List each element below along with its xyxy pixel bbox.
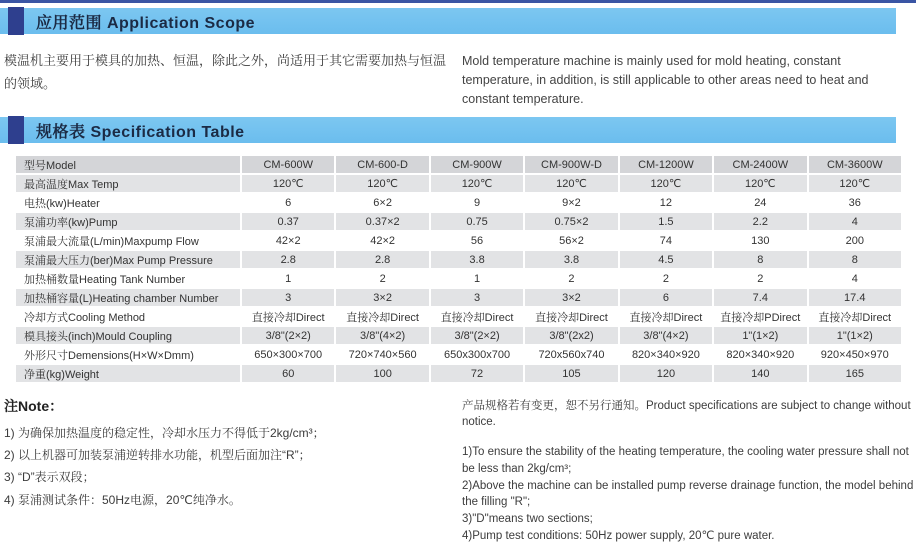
spec-value-cell: 3 <box>431 289 523 306</box>
model-name-cell: CM-1200W <box>620 156 712 173</box>
note-line-en: 3)"D"means two sections; <box>462 512 593 525</box>
spec-value-cell: 2.8 <box>242 251 334 268</box>
spec-value-cell: 0.37 <box>242 213 334 230</box>
spec-value-cell: 直接冷却Direct <box>431 308 523 325</box>
spec-value-cell: 56×2 <box>525 232 617 249</box>
spec-value-cell: 3.8 <box>525 251 617 268</box>
spec-value-cell: 650x300x700 <box>431 346 523 363</box>
spec-label-cell: 加热桶数量Heating Tank Number <box>16 270 240 287</box>
spec-value-cell: 720×740×560 <box>336 346 428 363</box>
change-notice: 产品规格若有变更，恕不另行通知。Product specifications are subject to change without notice. <box>462 400 911 429</box>
spec-value-cell: 120 <box>620 365 712 382</box>
spec-value-cell: 1"(1×2) <box>809 327 901 344</box>
spec-value-cell: 3/8"(4×2) <box>620 327 712 344</box>
spec-value-cell: 9×2 <box>525 194 617 211</box>
model-name-cell: CM-600-D <box>336 156 428 173</box>
spec-value-cell: 1.5 <box>620 213 712 230</box>
spec-value-cell: 4.5 <box>620 251 712 268</box>
spec-value-cell: 120℃ <box>714 175 806 192</box>
spec-label-cell: 加热桶容量(L)Heating chamber Number <box>16 289 240 306</box>
application-scope-text-cn: 模温机主要用于模具的加热、恒温，除此之外，尚适用于其它需要加热与恒温的领域。 <box>4 53 447 91</box>
spec-value-cell: 24 <box>714 194 806 211</box>
notes-heading: 注Note： <box>4 398 64 414</box>
spec-value-cell: 130 <box>714 232 806 249</box>
spec-label-cell: 泵浦最大压力(ber)Max Pump Pressure <box>16 251 240 268</box>
spec-value-cell: 0.75×2 <box>525 213 617 230</box>
spec-value-cell: 920×450×970 <box>809 346 901 363</box>
spec-value-cell: 60 <box>242 365 334 382</box>
note-line-cn: 1) 为确保加热温度的稳定性，冷却水压力不得低于2kg/cm³； <box>4 426 325 440</box>
spec-value-cell: 直接冷却PDirect <box>714 308 806 325</box>
spec-value-cell: 650×300×700 <box>242 346 334 363</box>
spec-label-cell: 模具接头(inch)Mould Coupling <box>16 327 240 344</box>
spec-row <box>16 213 901 230</box>
spec-value-cell: 9 <box>431 194 523 211</box>
spec-value-cell: 直接冷却Direct <box>525 308 617 325</box>
note-line-cn: 2) 以上机器可加装泵浦逆转排水功能，机型后面加注“R”； <box>4 448 311 463</box>
spec-value-cell: 140 <box>714 365 806 382</box>
spec-value-cell: 8 <box>809 251 901 268</box>
spec-value-cell: 2 <box>336 270 428 287</box>
model-name-cell: CM-3600W <box>809 156 901 173</box>
table-header-row <box>16 156 901 173</box>
spec-value-cell: 120℃ <box>431 175 523 192</box>
spec-row <box>16 270 901 287</box>
specification-table-header <box>0 117 896 143</box>
spec-value-cell: 4 <box>809 270 901 287</box>
note-line-cn: 4) 泵浦测试条件：50Hz电源，20℃纯净水。 <box>4 492 241 507</box>
spec-value-cell: 3 <box>242 289 334 306</box>
spec-row <box>16 232 901 249</box>
spec-value-cell: 1"(1×2) <box>714 327 806 344</box>
header-accent-bar <box>8 7 24 35</box>
note-line-en: 2)Above the machine can be installed pump reverse drainage function, the model behind the filling "R"; <box>462 479 914 509</box>
note-line-cn: 3) “D”表示双段； <box>4 470 95 485</box>
spec-value-cell: 2 <box>714 270 806 287</box>
spec-value-cell: 165 <box>809 365 901 382</box>
spec-value-cell: 120℃ <box>620 175 712 192</box>
spec-label-cell: 电热(kw)Heater <box>16 194 240 211</box>
spec-row <box>16 194 901 211</box>
spec-value-cell: 4 <box>809 213 901 230</box>
model-name-cell: CM-900W <box>431 156 523 173</box>
top-border-line <box>0 0 916 3</box>
spec-value-cell: 直接冷却Direct <box>336 308 428 325</box>
spec-value-cell: 1 <box>431 270 523 287</box>
spec-value-cell: 1 <box>242 270 334 287</box>
spec-value-cell: 3×2 <box>525 289 617 306</box>
spec-row <box>16 346 901 363</box>
spec-row <box>16 289 901 306</box>
spec-value-cell: 42×2 <box>242 232 334 249</box>
spec-value-cell: 6 <box>620 289 712 306</box>
spec-value-cell: 直接冷却Direct <box>809 308 901 325</box>
application-scope-title: 应用范围 Application Scope <box>36 14 256 32</box>
spec-value-cell: 105 <box>525 365 617 382</box>
spec-row <box>16 175 901 192</box>
spec-value-cell: 120℃ <box>336 175 428 192</box>
model-name-cell: CM-900W-D <box>525 156 617 173</box>
spec-value-cell: 820×340×920 <box>714 346 806 363</box>
spec-label-cell: 最高温度Max Temp <box>16 175 240 192</box>
spec-value-cell: 720x560x740 <box>525 346 617 363</box>
application-scope-text-en: Mold temperature machine is mainly used for mold heating, constant temperature, in addition, is still applicable to other areas need to heat and constant temperature. <box>462 54 869 106</box>
spec-value-cell: 6×2 <box>336 194 428 211</box>
spec-value-cell: 3×2 <box>336 289 428 306</box>
note-line-en: 1)To ensure the stability of the heating temperature, the cooling water pressure shall not be less than 2kg/cm³; <box>462 446 909 475</box>
spec-value-cell: 100 <box>336 365 428 382</box>
spec-value-cell: 7.4 <box>714 289 806 306</box>
note-line-en: 4)Pump test conditions: 50Hz power supply, 20℃ pure water. <box>462 529 775 542</box>
model-name-cell: CM-2400W <box>714 156 806 173</box>
spec-value-cell: 0.37×2 <box>336 213 428 230</box>
spec-label-cell: 净重(kg)Weight <box>16 365 240 382</box>
spec-value-cell: 42×2 <box>336 232 428 249</box>
spec-label-cell: 泵浦功率(kw)Pump <box>16 213 240 230</box>
spec-value-cell: 2.2 <box>714 213 806 230</box>
spec-label-cell: 冷却方式Cooling Method <box>16 308 240 325</box>
spec-value-cell: 36 <box>809 194 901 211</box>
spec-value-cell: 3/8"(2×2) <box>431 327 523 344</box>
spec-value-cell: 12 <box>620 194 712 211</box>
spec-value-cell: 3/8"(2×2) <box>242 327 334 344</box>
model-header-label-cell: 型号Model <box>16 156 240 173</box>
notes-en-block <box>462 398 914 544</box>
spec-table <box>14 154 903 384</box>
spec-value-cell: 3/8"(2x2) <box>525 327 617 344</box>
spec-row <box>16 251 901 268</box>
spec-value-cell: 2 <box>620 270 712 287</box>
spec-value-cell: 120℃ <box>242 175 334 192</box>
spec-value-cell: 3.8 <box>431 251 523 268</box>
spec-row <box>16 365 901 382</box>
spec-value-cell: 0.75 <box>431 213 523 230</box>
spec-value-cell: 120℃ <box>809 175 901 192</box>
notes-cn-block <box>4 396 452 511</box>
spec-row <box>16 327 901 344</box>
spec-value-cell: 直接冷却Direct <box>620 308 712 325</box>
spec-value-cell: 8 <box>714 251 806 268</box>
spec-value-cell: 200 <box>809 232 901 249</box>
spec-value-cell: 820×340×920 <box>620 346 712 363</box>
application-scope-header <box>0 8 896 34</box>
spec-value-cell: 2 <box>525 270 617 287</box>
spec-value-cell: 直接冷却Direct <box>242 308 334 325</box>
model-name-cell: CM-600W <box>242 156 334 173</box>
spec-row <box>16 308 901 325</box>
spec-label-cell: 泵浦最大流量(L/min)Maxpump Flow <box>16 232 240 249</box>
spec-value-cell: 3/8"(4×2) <box>336 327 428 344</box>
spec-value-cell: 72 <box>431 365 523 382</box>
spec-value-cell: 120℃ <box>525 175 617 192</box>
spec-value-cell: 56 <box>431 232 523 249</box>
header-accent-bar <box>8 116 24 144</box>
spec-value-cell: 2.8 <box>336 251 428 268</box>
spec-value-cell: 17.4 <box>809 289 901 306</box>
spec-value-cell: 74 <box>620 232 712 249</box>
spec-label-cell: 外形尺寸Demensions(H×W×Dmm) <box>16 346 240 363</box>
specification-table-title: 规格表 Specification Table <box>36 123 245 141</box>
spec-value-cell: 6 <box>242 194 334 211</box>
